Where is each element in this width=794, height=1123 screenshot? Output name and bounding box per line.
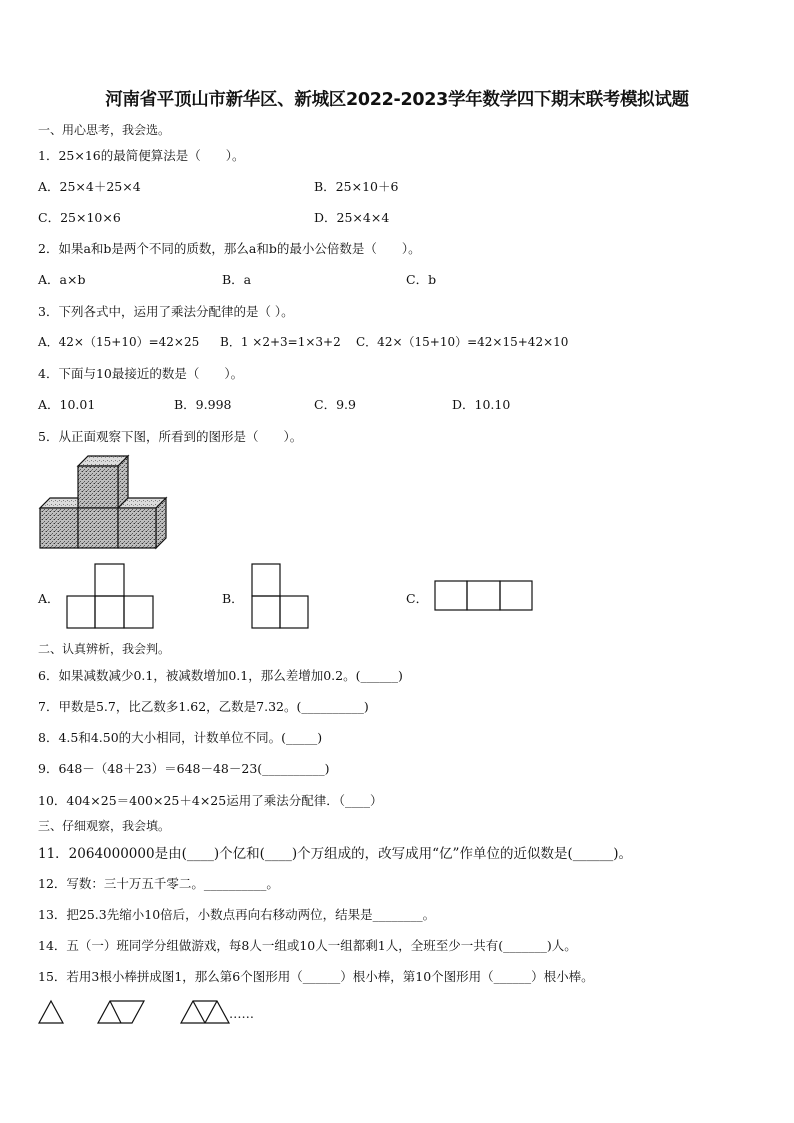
stick-figure-2 (97, 1000, 145, 1024)
q2-option-b: B．a (222, 272, 252, 287)
q3-option-a: A．42×（15+10）=42×25 (38, 335, 200, 349)
q2-option-c: C．b (406, 272, 437, 287)
q1-option-c: C．25×10×6 (38, 210, 121, 225)
question-3: 3．下列各式中，运用了乘法分配律的是（ ）。 (38, 304, 294, 319)
stick-figure-ellipsis: …… (229, 1006, 254, 1021)
question-12: 12．写数：三十万五千零二。__________。 (38, 876, 279, 891)
q1-option-a: A．25×4＋25×4 (38, 179, 141, 194)
q5-option-a-figure (66, 563, 154, 629)
q2-option-a: A．a×b (38, 272, 86, 287)
q4-option-d: D．10.10 (452, 397, 511, 412)
stick-figure-1 (38, 1000, 64, 1024)
q5-option-a: A． (38, 591, 60, 606)
q1-option-b: B．25×10＋6 (314, 179, 399, 194)
q3-option-c: C．42×（15+10）=42×15+42×10 (356, 335, 569, 349)
section-heading-fill: 三、仔细观察，我会填。 (38, 819, 171, 833)
q5-option-b-figure (251, 563, 309, 629)
question-10: 10．404×25＝400×25＋4×25运用了乘法分配律．（____） (38, 793, 383, 808)
section-heading-choice: 一、用心思考，我会选。 (38, 123, 171, 137)
question-11: 11．2064000000是由(____)个亿和(____)个万组成的，改写成用“亿”作单位的近似数是(______)。 (38, 846, 632, 862)
question-1: 1．25×16的最简便算法是（ ）。 (38, 148, 245, 163)
question-4: 4．下面与10最接近的数是（ ）。 (38, 366, 244, 381)
q4-option-c: C．9.9 (314, 397, 356, 412)
cube-figure (38, 455, 168, 550)
q1-option-d: D．25×4×4 (314, 210, 390, 225)
question-2: 2．如果a和b是两个不同的质数，那么a和b的最小公倍数是（ ）。 (38, 241, 421, 256)
q5-option-c-figure (434, 580, 534, 611)
question-7: 7．甲数是5.7，比乙数多1.62，乙数是7.32。(__________) (38, 699, 369, 714)
q4-option-a: A．10.01 (38, 397, 96, 412)
q3-option-b: B．1 ×2+3=1×3+2 (220, 335, 341, 349)
question-14: 14．五（一）班同学分组做游戏，每8人一组或10人一组都剩1人，全班至少一共有(_______)人。 (38, 938, 577, 953)
q5-option-c: C． (406, 591, 429, 606)
question-5: 5．从正面观察下图，所看到的图形是（ ）。 (38, 429, 303, 444)
page-title: 河南省平顶山市新华区、新城区2022-2023学年数学四下期末联考模拟试题 (105, 90, 689, 110)
question-15: 15．若用3根小棒拼成图1，那么第6个图形用（______）根小棒，第10个图形用（______）根小棒。 (38, 969, 594, 984)
q5-option-b: B． (222, 591, 244, 606)
question-6: 6．如果减数减少0.1，被减数增加0.1，那么差增加0.2。(______) (38, 668, 403, 683)
question-8: 8．4.5和4.50的大小相同，计数单位不同。(_____) (38, 730, 323, 745)
section-heading-judge: 二、认真辨析，我会判。 (38, 642, 171, 656)
q4-option-b: B．9.998 (174, 397, 232, 412)
stick-figure-3 (180, 1000, 230, 1024)
question-9: 9．648－（48＋23）＝648－48－23(__________) (38, 761, 330, 776)
question-13: 13．把25.3先缩小10倍后，小数点再向右移动两位，结果是________。 (38, 907, 436, 922)
